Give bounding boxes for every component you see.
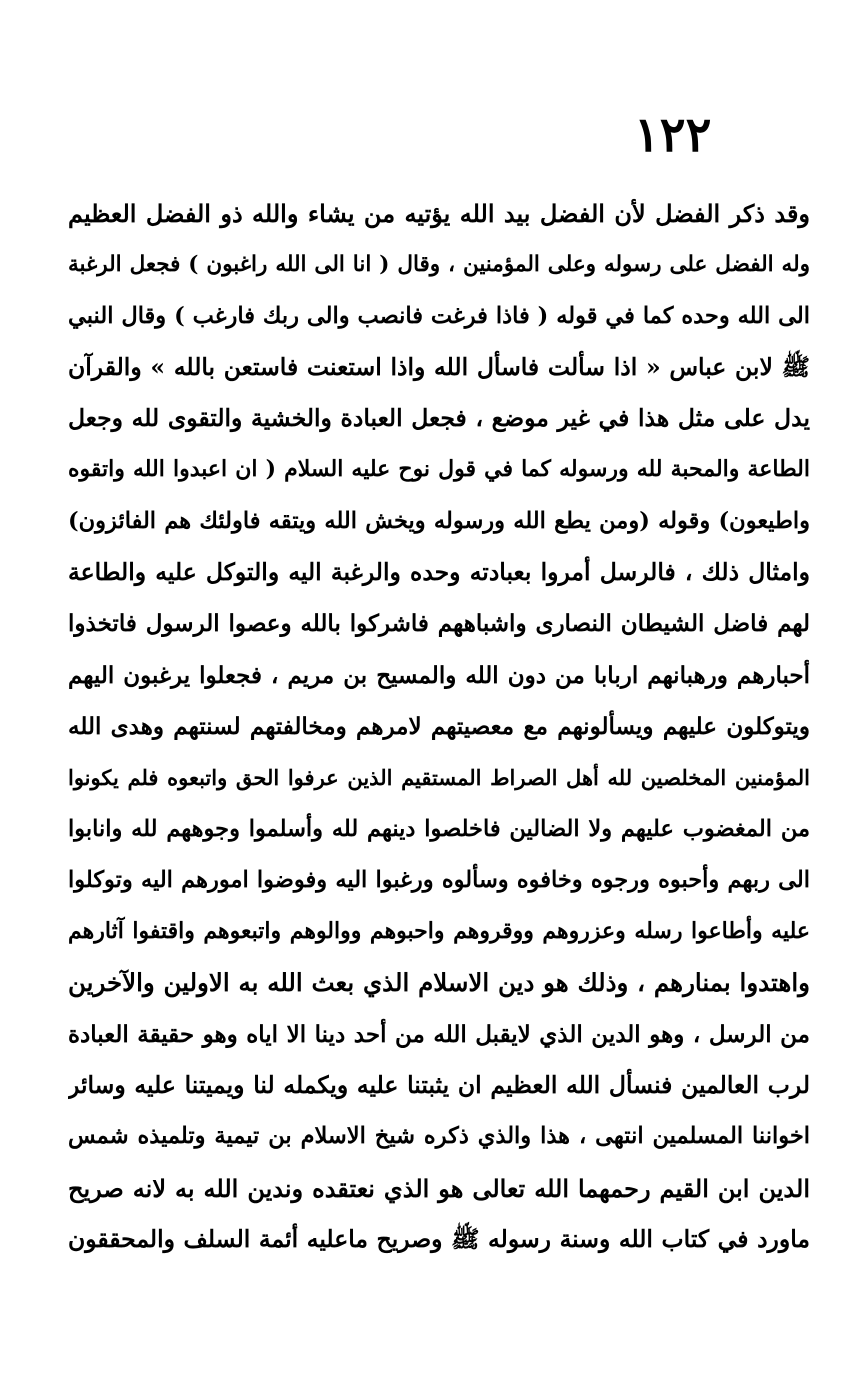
text-line: المؤمنين المخلصين لله أهل الصراط المستقيم الذين عرفوا الحق واتبعوه فلم يكونوا [68, 765, 810, 791]
text-line: وامثال ذلك ، فالرسل أمروا بعبادته وحده والرغبة اليه والتوكل عليه والطاعة [68, 558, 810, 587]
body-text [68, 188, 810, 1265]
text-line: لرب العالمين فنسأل الله العظيم ان يثبتنا عليه ويكمله لنا ويميتنا عليه وسائر [68, 1071, 810, 1100]
text-line: الطاعة والمحبة لله ورسوله كما في قول نوح عليه السلام ( ان اعبدوا الله واتقوه [68, 456, 810, 483]
text-line: يدل على مثل هذا في غير موضع ، فجعل العبادة والخشية والتقوى لله وجعل [68, 404, 810, 433]
text-line: من الرسل ، وهو الدين الذي لايقبل الله من أحد دينا الا اياه وهو حقيقة العبادة [68, 1020, 810, 1048]
text-line: من المغضوب عليهم ولا الضالين فاخلصوا دينهم لله وأسلموا وجوههم لله وانابوا [68, 815, 810, 842]
text-line: لهم فاضل الشيطان النصارى واشباههم فاشركوا بالله وعصوا الرسول فاتخذوا [68, 610, 810, 638]
text-line: عليه وأطاعوا رسله وعزروهم ووقروهم واحبوهم ووالوهم واتبعوهم واقتفوا آثارهم [68, 918, 810, 945]
text-line: الى ربهم وأحبوه ورجوه وخافوه وسألوه ورغبوا اليه وفوضوا امورهم اليه وتوكلوا [68, 866, 810, 893]
text-line: ماورد في كتاب الله وسنة رسوله ﷺ وصريح ماعليه أئمة السلف والمحققون [68, 1224, 810, 1253]
page-number: ١٢٢ [634, 107, 712, 163]
text-line: اخواننا المسلمين انتهى ، هذا والذي ذكره شيخ الاسلام بن تيمية وتلميذه شمس [68, 1123, 810, 1150]
text-line: الى الله وحده كما في قوله ( فاذا فرغت فانصب والى ربك فارغب ) وقال النبي [68, 302, 810, 329]
text-line: ﷺ لابن عباس « اذا سألت فاسأل الله واذا استعنت فاستعن بالله » والقرآن [68, 352, 810, 381]
text-line: أحبارهم ورهبانهم اربابا من دون الله والمسيح بن مريم ، فجعلوا يرغبون اليهم [68, 661, 810, 689]
text-line: وله الفضل على رسوله وعلى المؤمنين ، وقال ( انا الى الله راغبون ) فجعل الرغبة [68, 252, 810, 278]
text-line: واهتدوا بمنارهم ، وذلك هو دين الاسلام الذي بعث الله به الاولين والآخرين [68, 968, 810, 998]
text-line: وقد ذكر الفضل لأن الفضل بيد الله يؤتيه من يشاء والله ذو الفضل العظيم [68, 199, 810, 228]
text-line: ويتوكلون عليهم ويسألونهم مع معصيتهم لامرهم ومخالفتهم لسنتهم وهدى الله [68, 712, 810, 740]
text-line: واطيعون) وقوله (ومن يطع الله ورسوله ويخش الله ويتقه فاولئك هم الفائزون) [68, 507, 810, 534]
text-line: الدين ابن القيم رحمهما الله تعالى هو الذي نعتقده وندين الله به لانه صريح [68, 1173, 810, 1203]
